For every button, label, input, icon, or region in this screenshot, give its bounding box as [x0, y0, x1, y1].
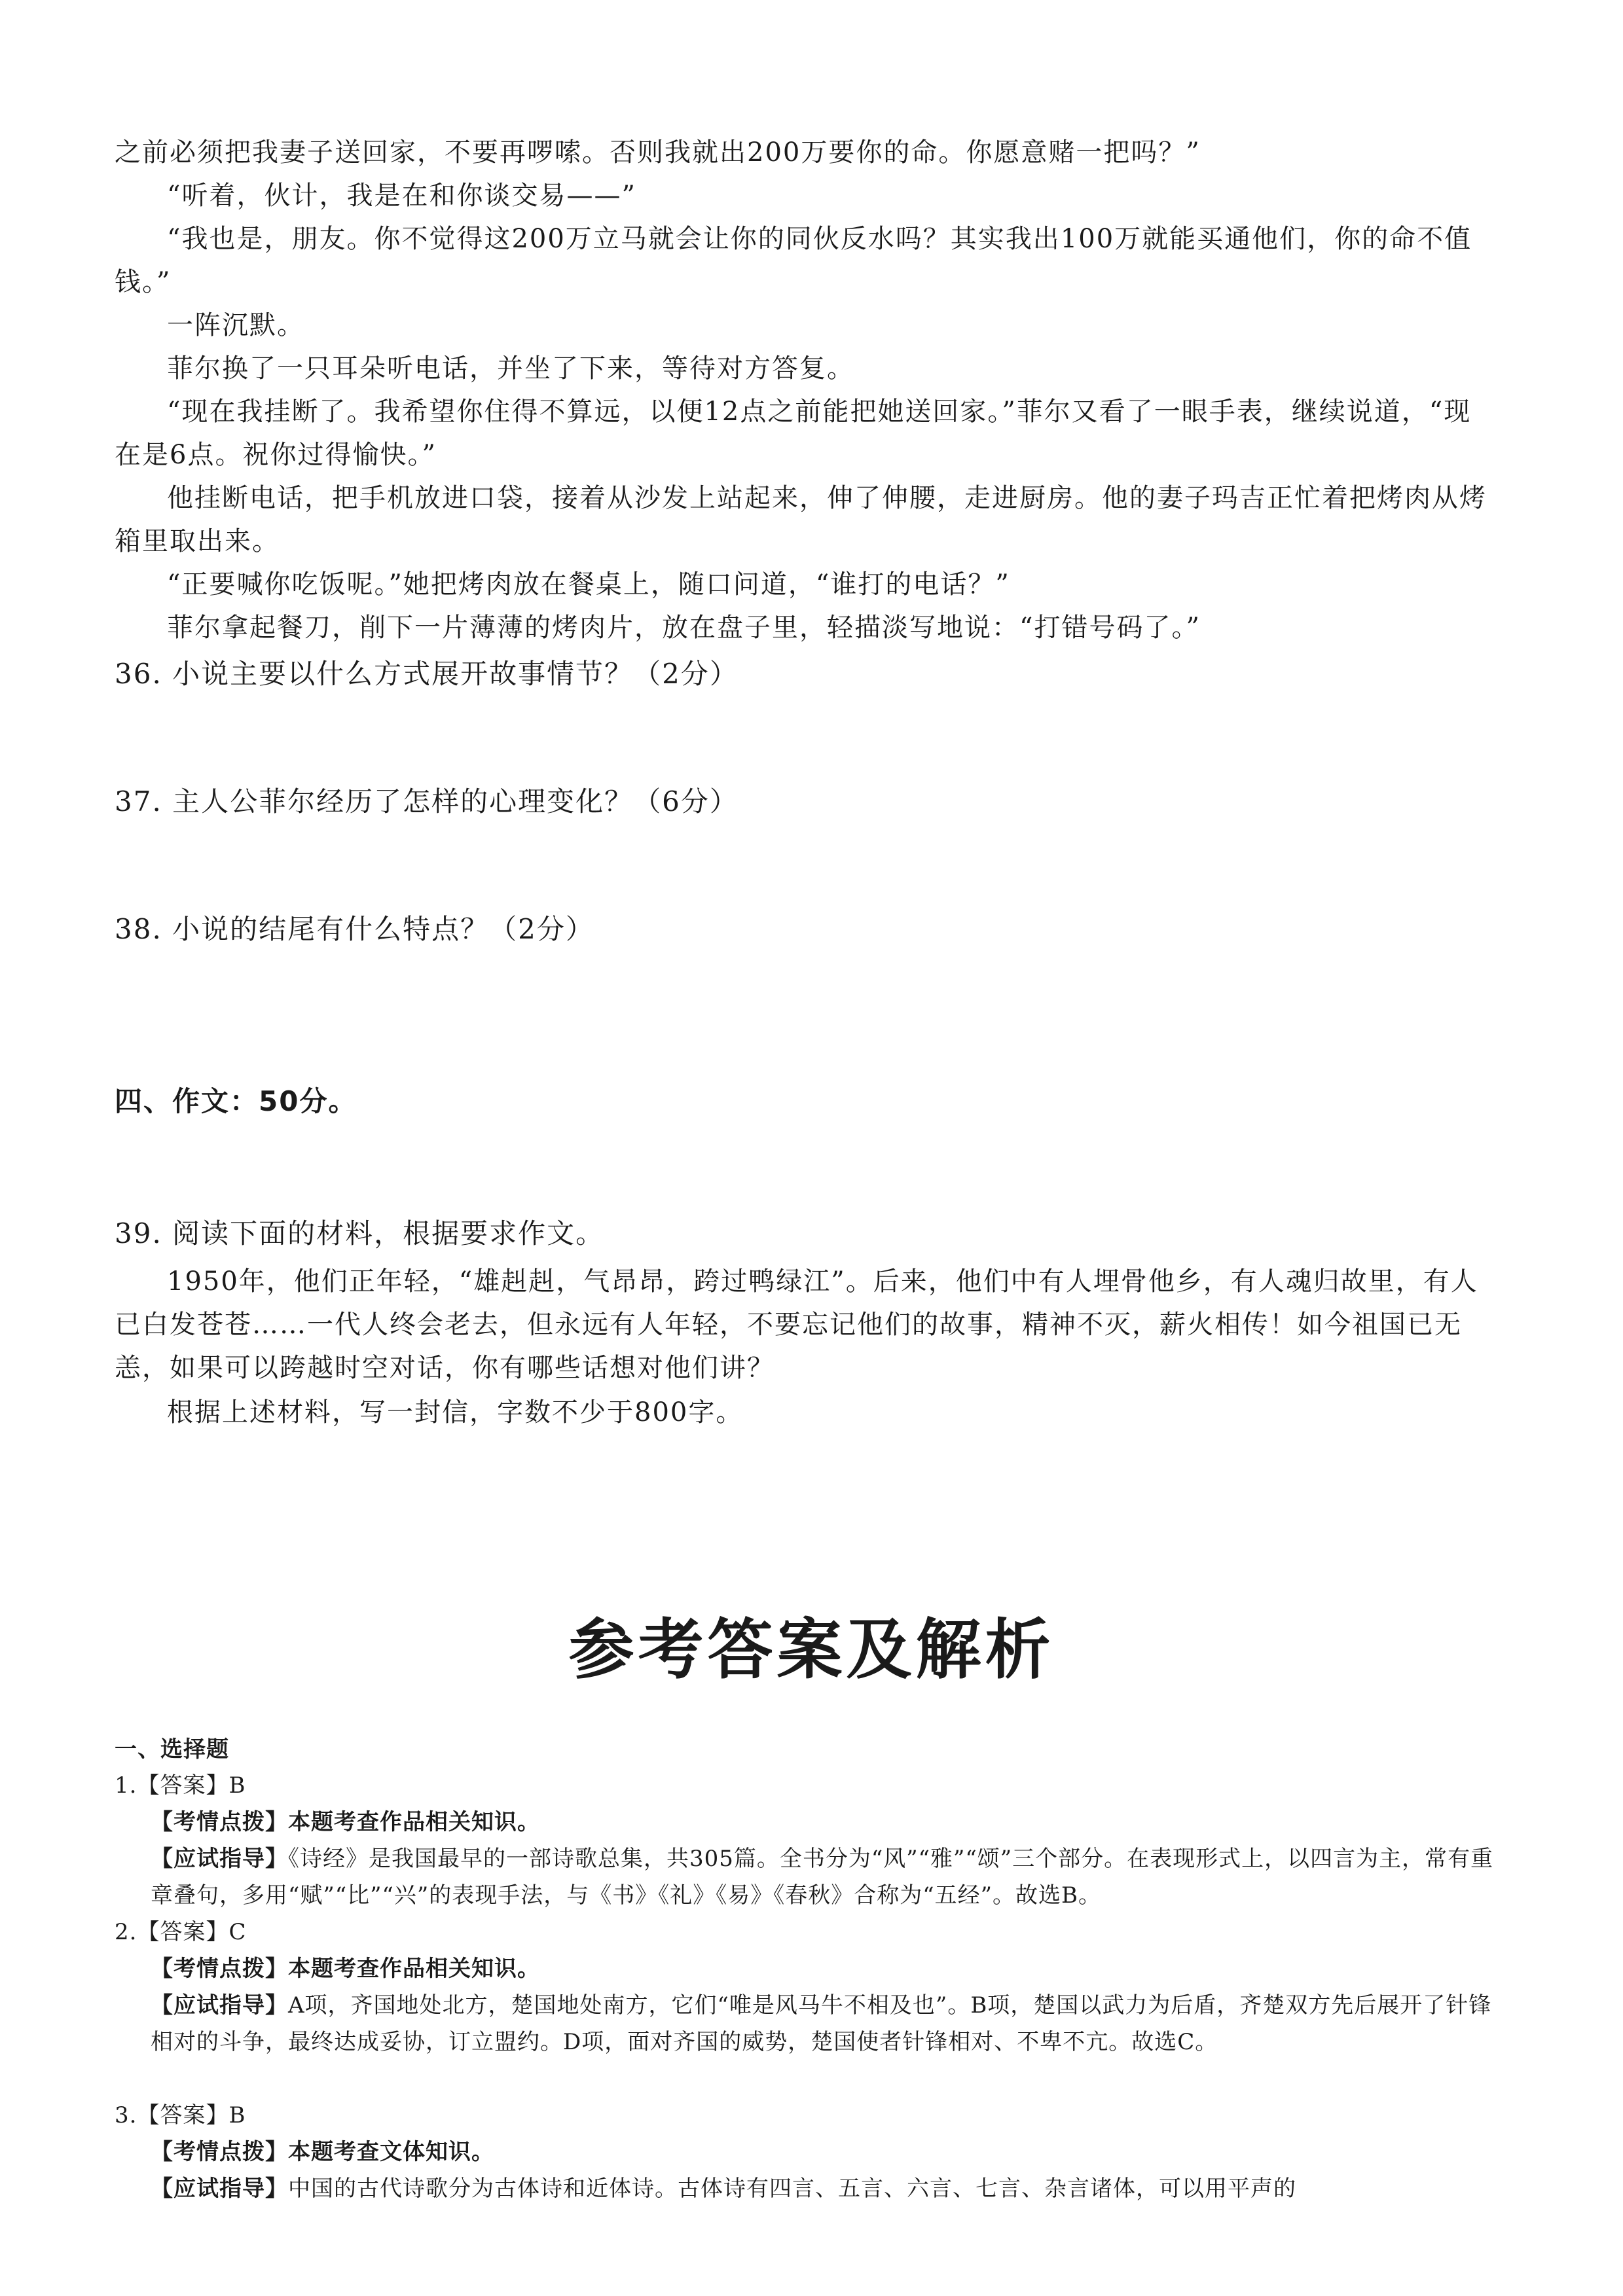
answer-2-guide	[151, 1987, 1509, 2060]
answer-1	[115, 1767, 1509, 1804]
story-line-8: “正要喊你吃饭呢。”她把烤肉放在餐桌上，随口问道，“谁打的电话？”	[167, 569, 1010, 600]
answer-3-guide	[151, 2170, 1509, 2207]
story-line-3: “我也是，朋友。你不觉得这200万立马就会让你的同伙反水吗？其实我出100万就能买通他们，你的命不值钱。”	[115, 224, 1472, 297]
question-38: 38. 小说的结尾有什么特点？（2分）	[115, 913, 594, 945]
answers-section-heading: 一、选择题	[115, 1736, 229, 1763]
essay-material: 1950年，他们正年轻，“雄赳赳，气昂昂，跨过鸭绿江”。后来，他们中有人埋骨他乡，有人魂归故里，有人已白发苍苍……一代人终会老去，但永远有人年轻，不要忘记他们的故事，精神不灭，薪火相传！如今祖国已无恙，如果可以跨越时空对话，你有哪些话想对他们讲？	[115, 1266, 1478, 1383]
story-line-7: 他挂断电话，把手机放进口袋，接着从沙发上站起来，伸了伸腰，走进厨房。他的妻子玛吉正忙着把烤肉从烤箱里取出来。	[115, 483, 1487, 556]
story-line-2: “听着，伙计，我是在和你谈交易——”	[167, 181, 636, 211]
answer-1-guide-text: 《诗经》是我国最早的一部诗歌总集，共305篇。全书分为“风”“雅”“颂”三个部分。在表现形式上，以四言为主，常有重章叠句，多用“赋”“比”“兴”的表现手法，与《书》《礼》《易》《春秋》合称为“五经”。故选B。	[151, 1846, 1494, 1909]
answer-1-label: 1.【答案】B	[115, 1772, 246, 1799]
answer-2-point-text: 本题考查作品相关知识。	[288, 1956, 540, 1982]
answer-2	[115, 1914, 1509, 1950]
answer-3	[115, 2097, 1509, 2134]
story-line-9: 菲尔拿起餐刀，削下一片薄薄的烤肉片，放在盘子里，轻描淡写地说：“打错号码了。”	[167, 613, 1201, 643]
story-line-1: 之前必须把我妻子送回家，不要再啰嗦。否则我就出200万要你的命。你愿意赌一把吗？”	[115, 137, 1201, 168]
question-39: 39. 阅读下面的材料，根据要求作文。	[115, 1217, 605, 1249]
story-line-5: 菲尔换了一只耳朵听电话，并坐了下来，等待对方答复。	[167, 353, 854, 384]
answer-2-guide-text: A项，齐国地处北方，楚国地处南方，它们“唯是风马牛不相及也”。B项，楚国以武力为后盾，齐楚双方先后展开了针锋相对的斗争，最终达成妥协，订立盟约。D项，面对齐国的威势，楚国使者针锋相对、不卑不亢。故选C。	[151, 1992, 1492, 2055]
answer-1-guide-label: 【应试指导】	[151, 1846, 288, 1872]
answer-2-label: 2.【答案】C	[115, 1919, 247, 1945]
essay-heading: 四、作文：50分。	[115, 1085, 357, 1117]
answer-2-point	[151, 1950, 1509, 1987]
story-line-6: “现在我挂断了。我希望你住得不算远，以便12点之前能把她送回家。”菲尔又看了一眼手表，继续说道，“现在是6点。祝你过得愉快。”	[115, 397, 1472, 470]
answer-3-point-text: 本题考查文体知识。	[288, 2139, 494, 2165]
answer-1-point-text: 本题考查作品相关知识。	[288, 1809, 540, 1835]
answer-1-point-label: 【考情点拨】	[151, 1809, 288, 1835]
question-37: 37. 主人公菲尔经历了怎样的心理变化？（6分）	[115, 785, 739, 817]
answers-title: 参考答案及解析	[568, 1611, 1055, 1688]
answer-3-guide-text: 中国的古代诗歌分为古体诗和近体诗。古体诗有四言、五言、六言、七言、杂言诸体，可以用平声的	[288, 2176, 1296, 2202]
story-line-4: 一阵沉默。	[167, 310, 304, 340]
answer-1-point	[151, 1804, 1509, 1840]
answer-3-guide-label: 【应试指导】	[151, 2176, 288, 2202]
essay-requirement: 根据上述材料，写一封信，字数不少于800字。	[167, 1397, 744, 1427]
answer-3-point-label: 【考情点拨】	[151, 2139, 288, 2165]
answer-2-guide-label: 【应试指导】	[151, 1992, 288, 2018]
answer-3-point	[151, 2134, 1509, 2170]
answer-3-label: 3.【答案】B	[115, 2102, 246, 2128]
question-36: 36. 小说主要以什么方式展开故事情节？（2分）	[115, 658, 739, 690]
answer-2-point-label: 【考情点拨】	[151, 1956, 288, 1982]
answer-1-guide	[151, 1840, 1509, 1914]
